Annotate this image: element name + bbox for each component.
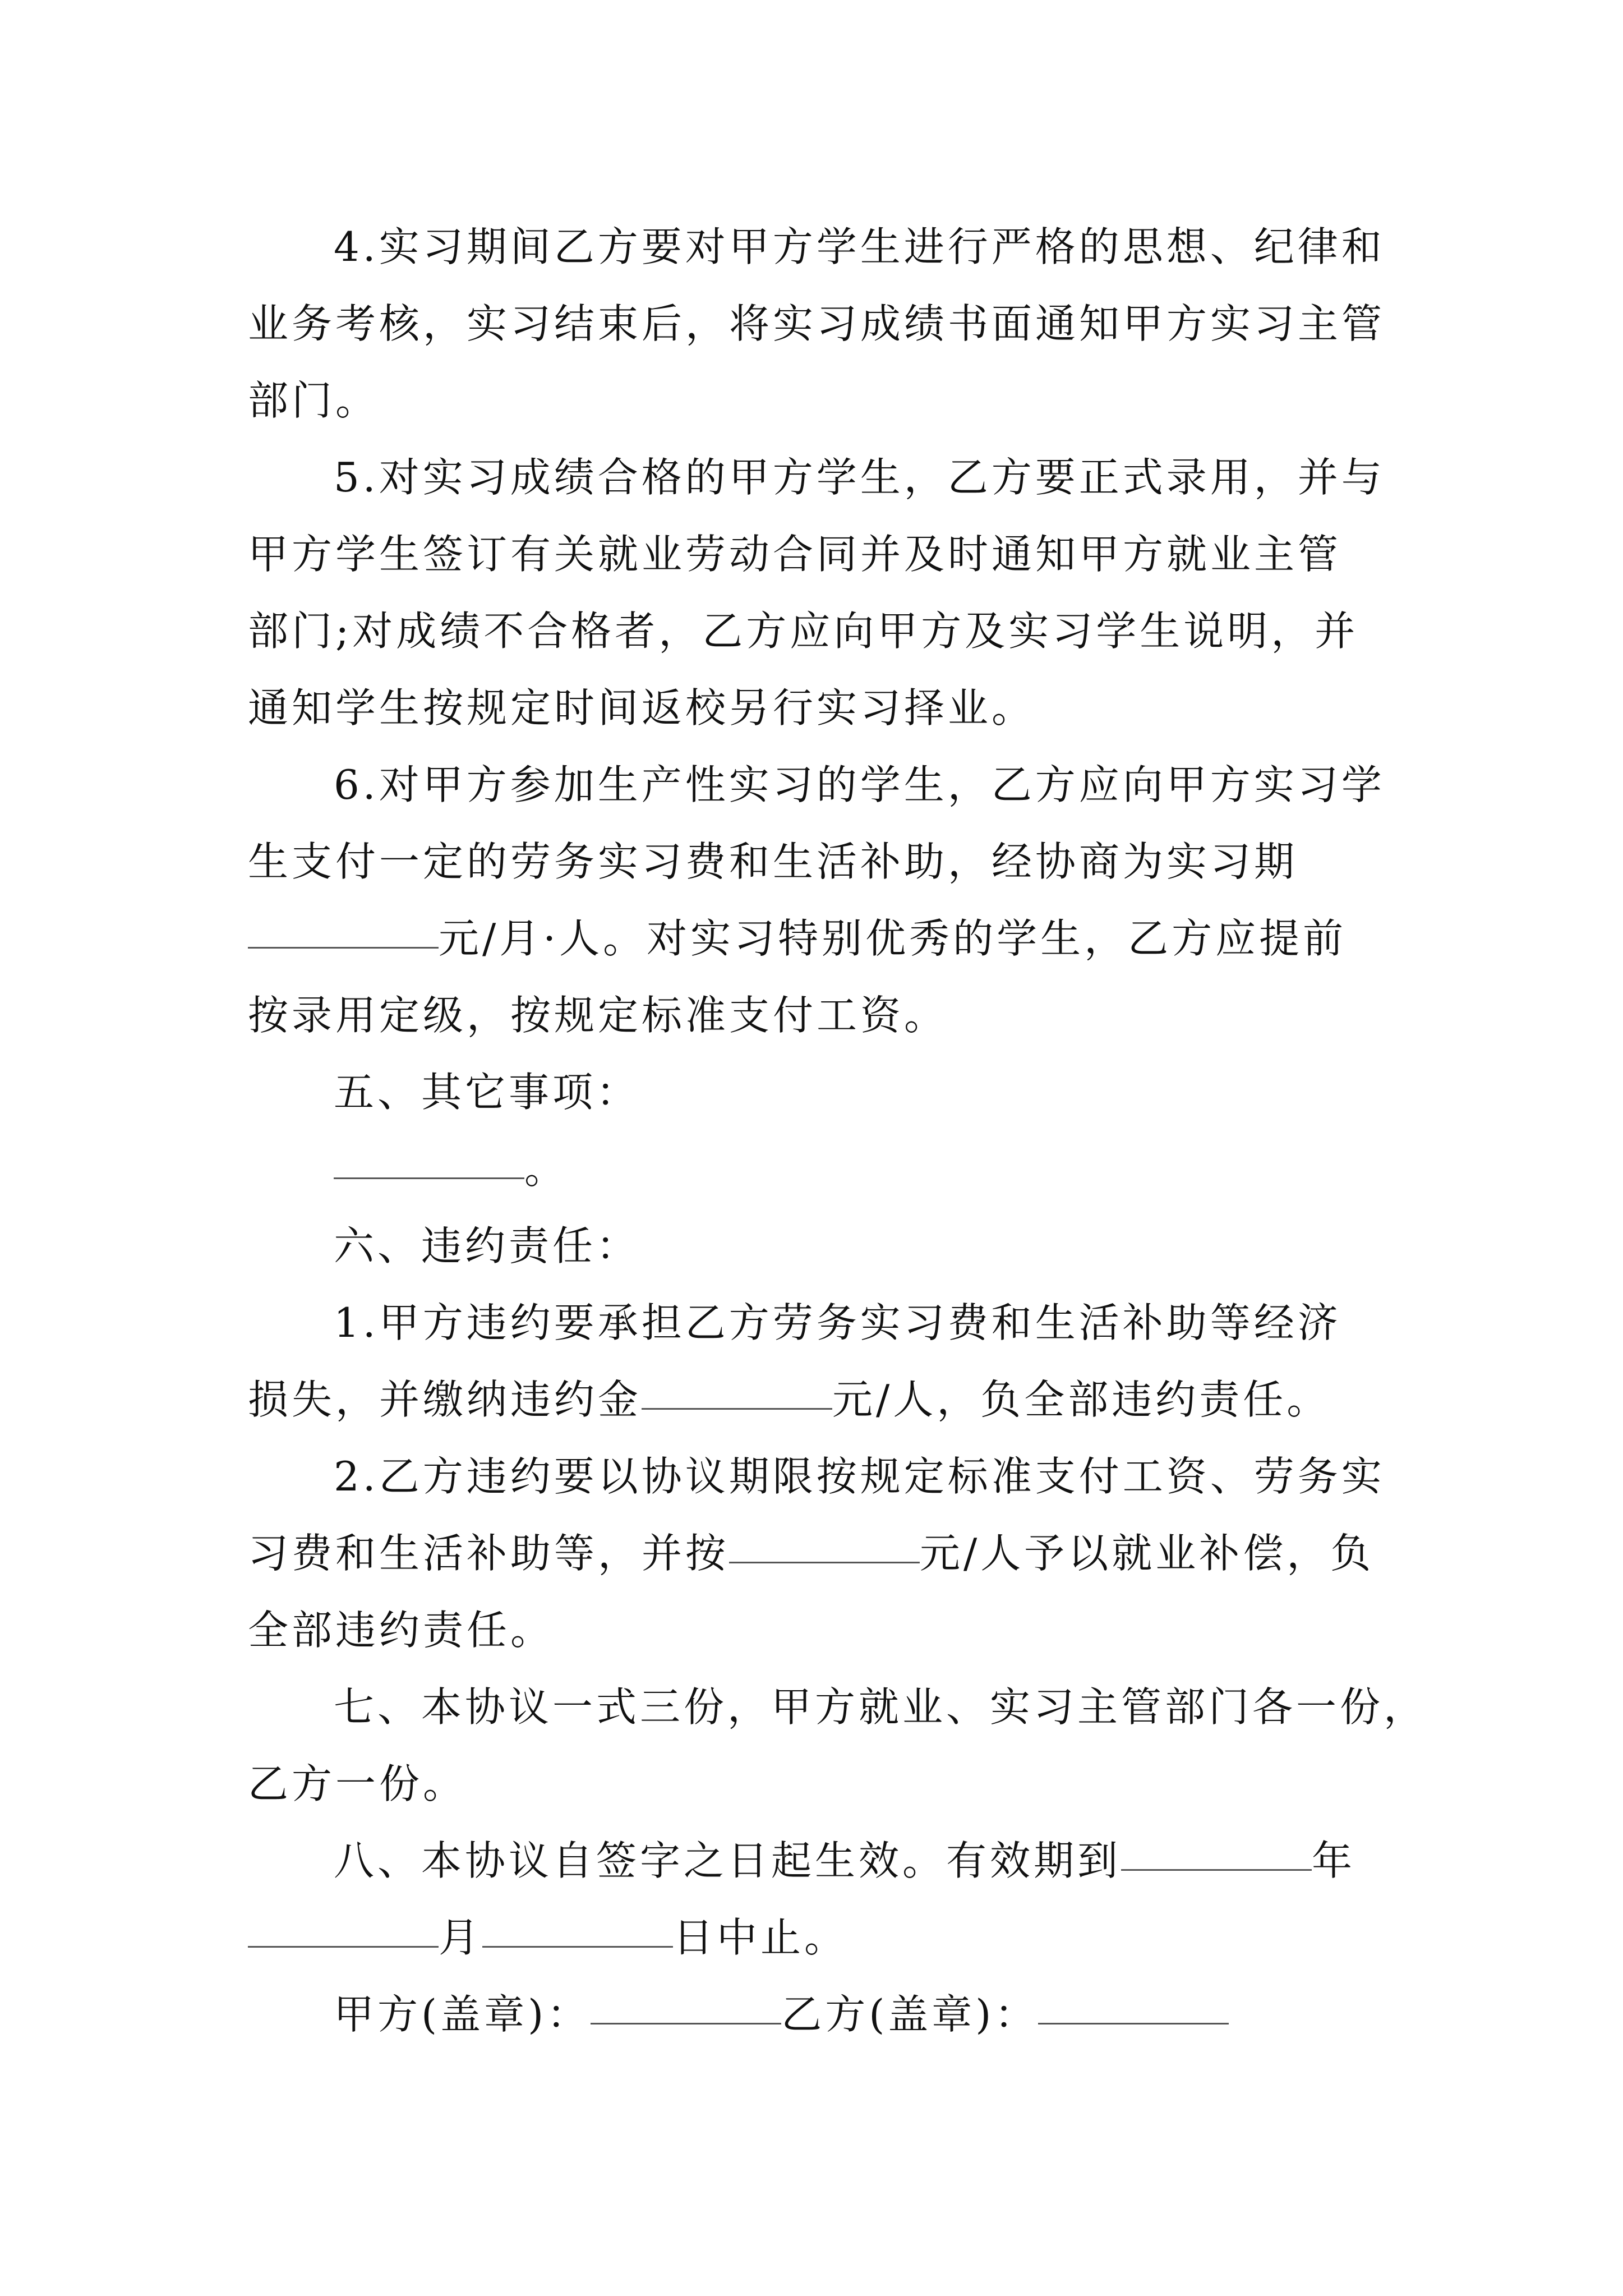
clause-5-line-1: 5.对实习成绩合格的甲方学生，乙方要正式录用，并与: [334, 454, 1385, 501]
clause-5-line-3: 部门;对成绩不合格者，乙方应向甲方及实习学生说明，并: [248, 608, 1359, 655]
party-b-label: 乙方(盖章)：: [781, 1991, 1039, 2038]
clause-6-line-2: 生支付一定的劳务实习费和生活补助，经协商为实习期: [248, 838, 1298, 885]
clause-6-2-line-1: 2.乙方违约要以协议期限按规定标准支付工资、劳务实: [334, 1453, 1385, 1500]
section-6: [248, 1208, 1375, 1285]
clause-4: [248, 209, 1386, 439]
clause-5-line-4: 通知学生按规定时间返校另行实习择业。: [248, 684, 1036, 731]
section-5: [248, 1054, 1375, 1208]
section-5-period: 。: [524, 1145, 569, 1193]
clause-4-line-2: 业务考核，实习结束后，将实习成绩书面通知甲方实习主管: [248, 300, 1386, 347]
penalty-amount-blank[interactable]: [642, 1407, 832, 1410]
section-8-year-label: 年: [1312, 1837, 1356, 1884]
clause-6: [248, 747, 1385, 1054]
clause-6-2-line-3: 全部违约责任。: [248, 1607, 555, 1654]
signature-row: [248, 1976, 1375, 2053]
clause-4-line-3: 部门。: [248, 377, 380, 424]
signature-line: [248, 1976, 1375, 2053]
section-8: [248, 1823, 1375, 1976]
valid-day-blank[interactable]: [482, 1945, 673, 1948]
clause-6-2-line-2: [248, 1515, 1375, 1592]
clause-6-2: [248, 1438, 1385, 1669]
clause-6-1-line-2-before: 损失，并缴纳违约金: [248, 1376, 642, 1423]
compensation-amount-blank[interactable]: [729, 1561, 920, 1563]
section-6-heading: 六、违约责任：: [334, 1222, 640, 1269]
clause-5: [248, 439, 1385, 747]
document-body: [248, 209, 1428, 2053]
section-7: [248, 1669, 1428, 1823]
party-a-label: 甲方(盖章)：: [334, 1991, 591, 2038]
clause-6-2-line-2-after: 元/人予以就业补偿，负: [920, 1530, 1375, 1577]
clause-6-line-4: 按录用定级，按规定标准支付工资。: [248, 992, 948, 1039]
valid-year-blank[interactable]: [1121, 1869, 1312, 1871]
clause-6-1-line-1: 1.甲方违约要承担乙方劳务实习费和生活补助等经济: [334, 1299, 1341, 1346]
section-5-heading: 五、其它事项：: [334, 1069, 640, 1116]
clause-5-line-2: 甲方学生签订有关就业劳动合同并及时通知甲方就业主管: [248, 531, 1342, 578]
clause-4-line-1: 4.实习期间乙方要对甲方学生进行严格的思想、纪律和: [334, 223, 1385, 270]
party-b-seal-blank[interactable]: [1038, 2022, 1229, 2024]
clause-6-line-1: 6.对甲方参加生产性实习的学生，乙方应向甲方实习学: [334, 761, 1385, 808]
section-8-line-2: [248, 1899, 1375, 1976]
clause-6-line-3: [248, 900, 1375, 977]
section-8-line-1-before: 八、本协议自签字之日起生效。有效期到: [334, 1837, 1122, 1884]
section-8-month-label: 月: [439, 1914, 483, 1961]
clause-6-line-3-text: 元/月·人。对实习特别优秀的学生，乙方应提前: [439, 915, 1347, 962]
clause-6-1: [248, 1285, 1375, 1438]
clause-6-1-line-2: [248, 1361, 1375, 1438]
valid-month-blank[interactable]: [248, 1945, 439, 1948]
party-a-seal-blank[interactable]: [591, 2022, 781, 2024]
section-5-other-matters: [248, 1131, 1375, 1208]
section-8-line-1: [248, 1823, 1375, 1899]
allowance-amount-blank[interactable]: [248, 946, 439, 949]
clause-6-1-line-2-after: 元/人，负全部违约责任。: [832, 1376, 1331, 1423]
section-7-line-2: 乙方一份。: [248, 1760, 467, 1807]
section-8-day-label: 日中止。: [673, 1914, 849, 1961]
section-7-line-1: 七、本协议一式三份，甲方就业、实习主管部门各一份，: [334, 1683, 1428, 1731]
clause-6-2-line-2-before: 习费和生活补助等，并按: [248, 1530, 730, 1577]
other-matters-blank[interactable]: [334, 1177, 524, 1179]
